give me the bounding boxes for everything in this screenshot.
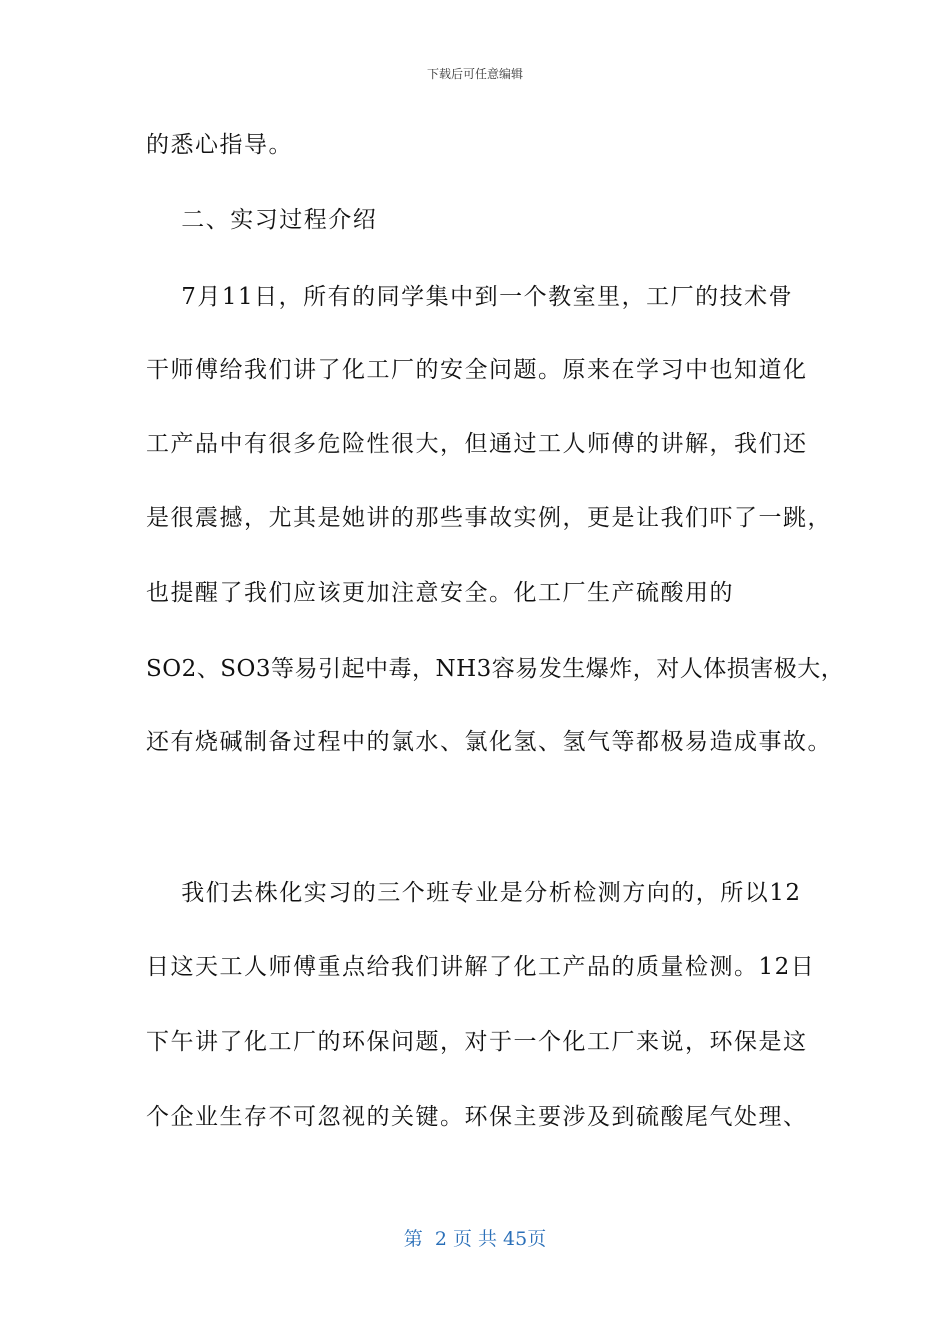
body-line: 也提醒了我们应该更加注意安全。化工厂生产硫酸用的 bbox=[146, 580, 734, 606]
body-line: 是很震撼，尤其是她讲的那些事故实例，更是让我们吓了一跳， bbox=[146, 505, 832, 531]
page-header: 下载后可任意编辑 bbox=[426, 67, 523, 81]
body-line: 下午讲了化工厂的环保问题，对于一个化工厂来说，环保是这 bbox=[146, 1029, 808, 1055]
body-line: 还有烧碱制备过程中的氯水、氯化氢、氢气等都极易造成事故。 bbox=[146, 729, 832, 755]
body-line: 7月11日，所有的同学集中到一个教室里，工厂的技术骨 bbox=[146, 284, 794, 310]
body-line: 日这天工人师傅重点给我们讲解了化工产品的质量检测。12日 bbox=[146, 954, 816, 980]
body-line: 个企业生存不可忽视的关键。环保主要涉及到硫酸尾气处理、 bbox=[146, 1104, 808, 1130]
body-line: 工产品中有很多危险性很大，但通过工人师傅的讲解，我们还 bbox=[146, 431, 808, 457]
section-heading: 二、实习过程介绍 bbox=[146, 207, 378, 233]
page-number: 第 2 页 共 45页 bbox=[403, 1228, 547, 1250]
body-line: 的悉心指导。 bbox=[146, 132, 293, 158]
body-line: SO2、SO3等易引起中毒，NH3容易发生爆炸，对人体损害极大， bbox=[146, 656, 845, 682]
body-line: 干师傅给我们讲了化工厂的安全问题。原来在学习中也知道化 bbox=[146, 357, 808, 383]
body-line: 我们去株化实习的三个班专业是分析检测方向的，所以12 bbox=[146, 880, 802, 906]
